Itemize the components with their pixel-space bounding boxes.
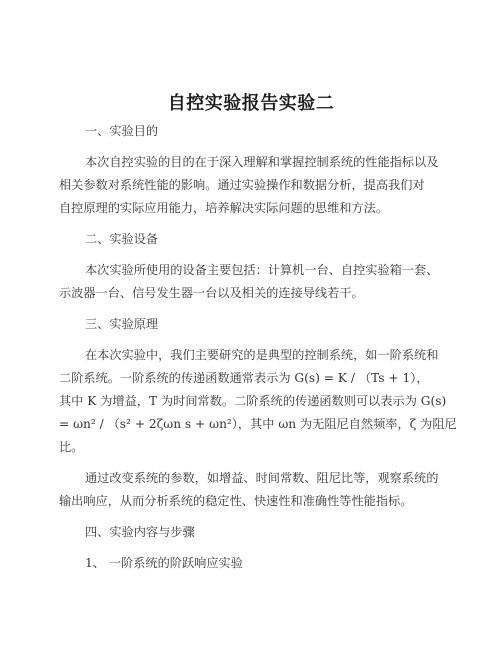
paragraph-line: 本次实验所使用的设备主要包括：计算机一台、自控实验箱一套、 <box>85 263 439 277</box>
paragraph-line: 通过改变系统的参数，如增益、时间常数、阻尼比等，观察系统的 <box>85 471 439 485</box>
document-title: 自控实验报告实验二 <box>167 93 335 114</box>
section-heading-purpose: 一、实验目的 <box>85 124 159 138</box>
paragraph-line: 示波器一台、信号发生器一台以及相关的连接导线若干。 <box>59 286 364 300</box>
paragraph-line: 自控原理的实际应用能力，培养解决实际问题的思维和方法。 <box>59 201 389 215</box>
paragraph-line: 在本次实验中，我们主要研究的是典型的控制系统，如一阶系统和 <box>85 348 439 362</box>
paragraph-line: 其中 K 为增益，T 为时间常数。二阶系统的传递函数则可以表示为 G(s) <box>59 394 447 408</box>
paragraph-line: 本次自控实验的目的在于深入理解和掌握控制系统的性能指标以及 <box>85 155 439 169</box>
section-heading-content-steps: 四、实验内容与步骤 <box>85 525 195 539</box>
paragraph-line: 二阶系统。一阶系统的传递函数通常表示为 G(s) = K / （Ts + 1）， <box>59 371 429 385</box>
paragraph-line: 比。 <box>59 440 84 454</box>
section-heading-principle: 三、实验原理 <box>85 317 159 331</box>
paragraph-line: 输出响应，从而分析系统的稳定性、快速性和准确性等性能指标。 <box>59 494 413 508</box>
paragraph-line: 相关参数对系统性能的影响。通过实验操作和数据分析，提高我们对 <box>59 178 425 192</box>
list-item: 1、 一阶系统的阶跃响应实验 <box>85 556 243 570</box>
section-heading-equipment: 二、实验设备 <box>85 232 159 246</box>
paragraph-line: = ωn² / （s² + 2ζωn s + ωn²），其中 ωn 为无阻尼自然频率，ζ 为阻尼 <box>59 417 457 431</box>
